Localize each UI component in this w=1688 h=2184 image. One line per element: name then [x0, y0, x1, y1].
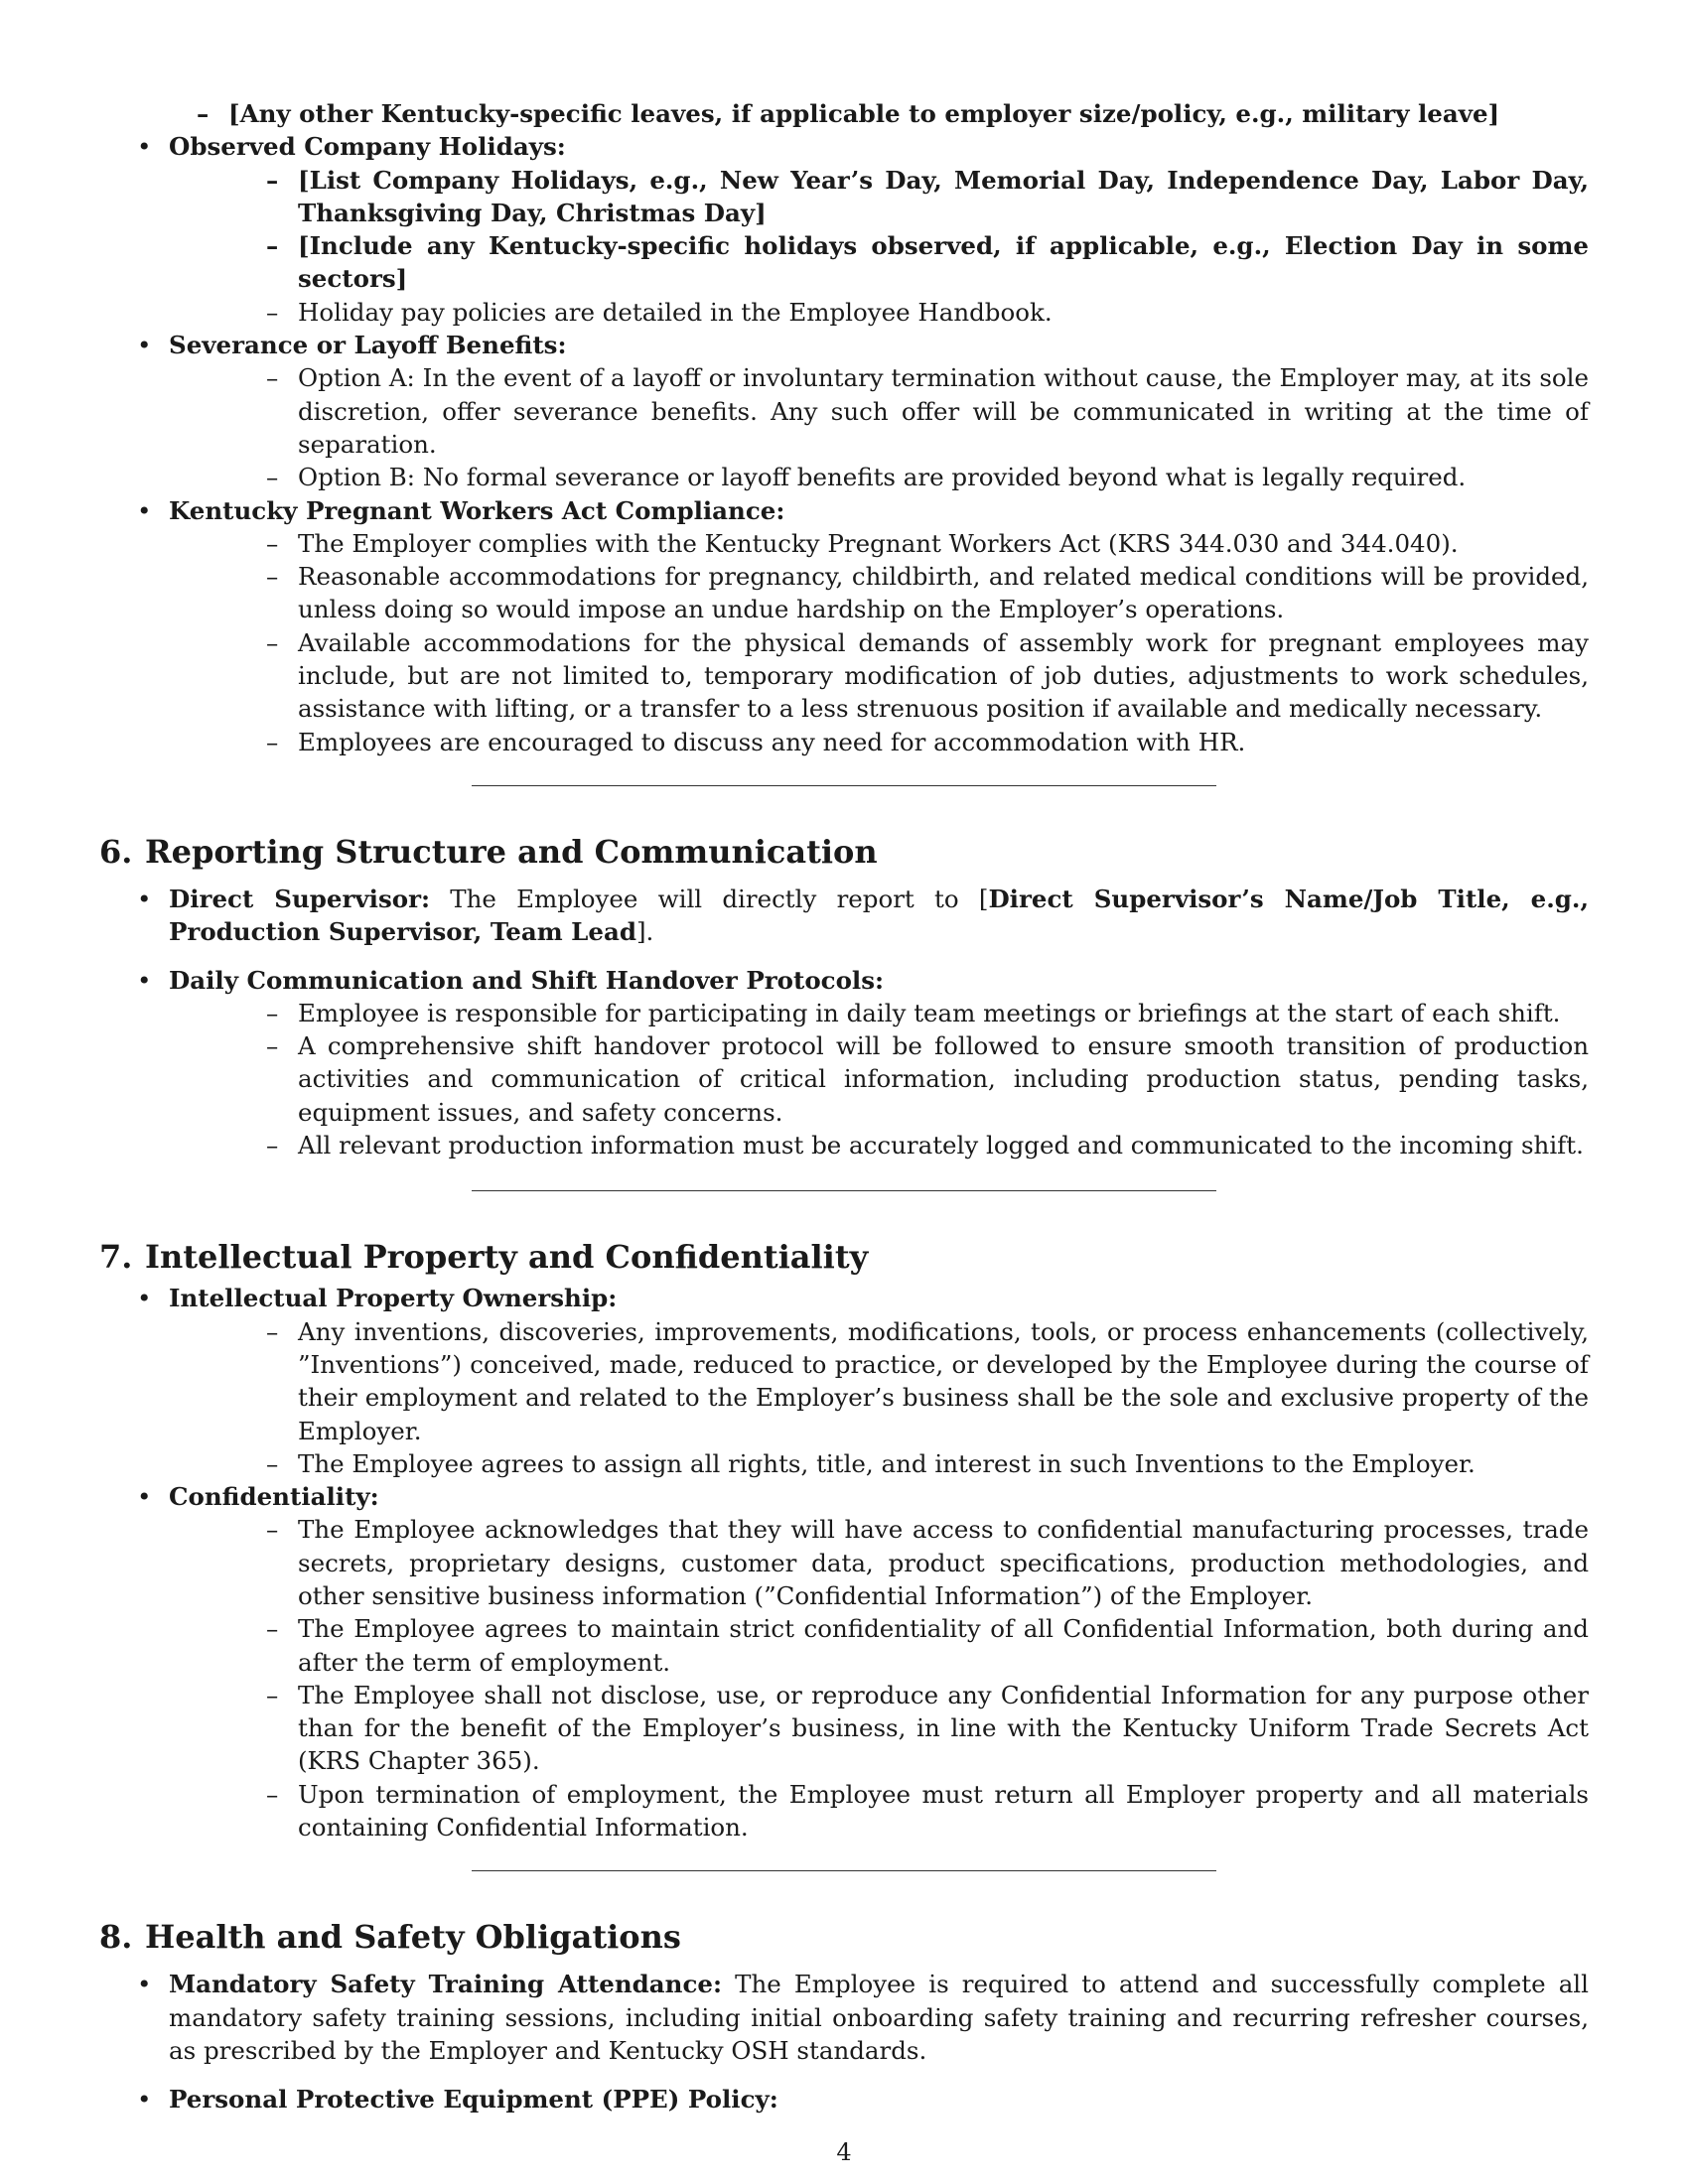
confidentiality-heading: Confidentiality:	[169, 1482, 379, 1512]
safety-training-label: Mandatory Safety Training Attendance:	[169, 1970, 723, 1999]
list-item: – Option A: In the event of a layoff or involuntary termination without cause, the Employer may, at its sole discretion, offer severance benefits. Any such offer will be communicated in writing at the time of separation.	[169, 361, 1589, 461]
list-item: – Employees are encouraged to discuss any need for accommodation with HR.	[169, 726, 1589, 758]
list-item: – Option B: No formal severance or layoff benefits are provided beyond what is legally required.	[169, 461, 1589, 493]
section-8-list	[99, 1968, 1589, 2116]
severance-sublist	[169, 361, 1589, 493]
continued-leave-list	[99, 97, 1589, 130]
supervisor-item	[99, 883, 1589, 949]
confidentiality-sublist	[169, 1513, 1589, 1843]
pregnant-workers-item	[99, 494, 1589, 758]
pregnant-workers-heading: Kentucky Pregnant Workers Act Compliance:	[169, 495, 785, 525]
ip-ownership-item	[99, 1282, 1589, 1480]
section-title: Intellectual Property and Confidentiality	[145, 1238, 869, 1277]
pregnant-workers-sublist	[169, 527, 1589, 758]
section-divider	[472, 1870, 1216, 1871]
severance-item	[99, 329, 1589, 493]
list-item: – Holiday pay policies are detailed in the Employee Handbook.	[169, 296, 1589, 329]
section-8-heading	[99, 1917, 1589, 1957]
list-item: – [Include any Kentucky-specific holidays observed, if applicable, e.g., Election Day in some sectors]	[169, 229, 1589, 296]
list-item: – [Any other Kentucky-specific leaves, if applicable to employer size/policy, e.g., military leave]	[99, 97, 1589, 130]
ip-ownership-sublist	[169, 1315, 1589, 1480]
safety-training-text: The Employee is required to attend and successfully complete all mandatory safety training sessions, including initial onboarding safety training and recurring refresher courses, as prescribed by the Employer and Kentucky OSH standards.	[169, 1970, 1589, 2065]
daily-communication-item	[99, 964, 1589, 1162]
ip-ownership-heading: Intellectual Property Ownership:	[169, 1284, 618, 1313]
list-item: – Upon termination of employment, the Employee must return all Employer property and all materials containing Confidential Information.	[169, 1778, 1589, 1844]
list-item: – A comprehensive shift handover protocol will be followed to ensure smooth transition of production activities and communication of critical information, including production status, pending tasks, equipment issues, and safety concerns.	[169, 1029, 1589, 1129]
section-divider	[472, 785, 1216, 786]
confidentiality-item	[99, 1480, 1589, 1843]
list-item: – Any inventions, discoveries, improvements, modifications, tools, or process enhancements (collectively, ”Inventions”) conceived, made, reduced to practice, or developed by the Employee during the course of their employment and related to the Employer’s business shall be the sole and exclusive property of the Employer.	[169, 1315, 1589, 1447]
holidays-item	[99, 130, 1589, 329]
list-item: – Reasonable accommodations for pregnancy, childbirth, and related medical conditions will be provided, unless doing so would impose an undue hardship on the Employer’s operations.	[169, 560, 1589, 626]
supervisor-text: The Employee will directly report to [	[450, 884, 989, 913]
page-content	[99, 97, 1589, 2116]
holidays-sublist	[169, 164, 1589, 329]
severance-heading: Severance or Layoff Benefits:	[169, 331, 567, 360]
ppe-policy-item	[99, 2083, 1589, 2116]
section-number: 6.	[99, 832, 133, 871]
supervisor-end: ].	[636, 917, 654, 947]
section-title: Reporting Structure and Communication	[145, 832, 878, 871]
daily-communication-sublist	[169, 997, 1589, 1161]
section-7-list	[99, 1282, 1589, 1843]
benefits-list	[99, 130, 1589, 758]
list-item: – The Employer complies with the Kentucky Pregnant Workers Act (KRS 344.030 and 344.040).	[169, 527, 1589, 560]
list-item: – Available accommodations for the physical demands of assembly work for pregnant employees may include, but are not limited to, temporary modification of job duties, adjustments to work schedules, assistance with lifting, or a transfer to a less strenuous position if available and medically necessary.	[169, 626, 1589, 726]
list-item: – Employee is responsible for participating in daily team meetings or briefings at the start of each shift.	[169, 997, 1589, 1029]
daily-communication-heading: Daily Communication and Shift Handover Protocols:	[169, 965, 885, 995]
list-item: – The Employee acknowledges that they will have access to confidential manufacturing processes, trade secrets, proprietary designs, customer data, product specifications, production methodologies, and other sensitive business information (”Confidential Information”) of the Employer.	[169, 1513, 1589, 1612]
list-item: – All relevant production information must be accurately logged and communicated to the incoming shift.	[169, 1129, 1589, 1161]
section-number: 8.	[99, 1918, 133, 1957]
list-item: – [List Company Holidays, e.g., New Year’s Day, Memorial Day, Independence Day, Labor Day, Thanksgiving Day, Christmas Day]	[169, 164, 1589, 230]
section-6-heading	[99, 832, 1589, 872]
list-item: – The Employee shall not disclose, use, or reproduce any Confidential Information for any purpose other than for the benefit of the Employer’s business, in line with the Kentucky Uniform Trade Secrets Act (KRS Chapter 365).	[169, 1679, 1589, 1778]
list-item: – The Employee agrees to maintain strict confidentiality of all Confidential Information, both during and after the term of employment.	[169, 1612, 1589, 1679]
section-7-heading	[99, 1237, 1589, 1277]
page-number: 4	[836, 2138, 852, 2166]
section-number: 7.	[99, 1238, 133, 1277]
ppe-policy-heading: Personal Protective Equipment (PPE) Policy:	[169, 2085, 778, 2115]
supervisor-placeholder: Direct Supervisor’s Name/Job Title, e.g., Production Supervisor, Team Lead	[169, 884, 1589, 947]
list-item: – The Employee agrees to assign all rights, title, and interest in such Inventions to the Employer.	[169, 1447, 1589, 1480]
supervisor-label: Direct Supervisor:	[169, 884, 431, 913]
section-6-list	[99, 883, 1589, 1161]
safety-training-item	[99, 1968, 1589, 2067]
holidays-heading: Observed Company Holidays:	[169, 132, 566, 162]
section-title: Health and Safety Obligations	[145, 1918, 681, 1957]
section-divider	[472, 1190, 1216, 1191]
